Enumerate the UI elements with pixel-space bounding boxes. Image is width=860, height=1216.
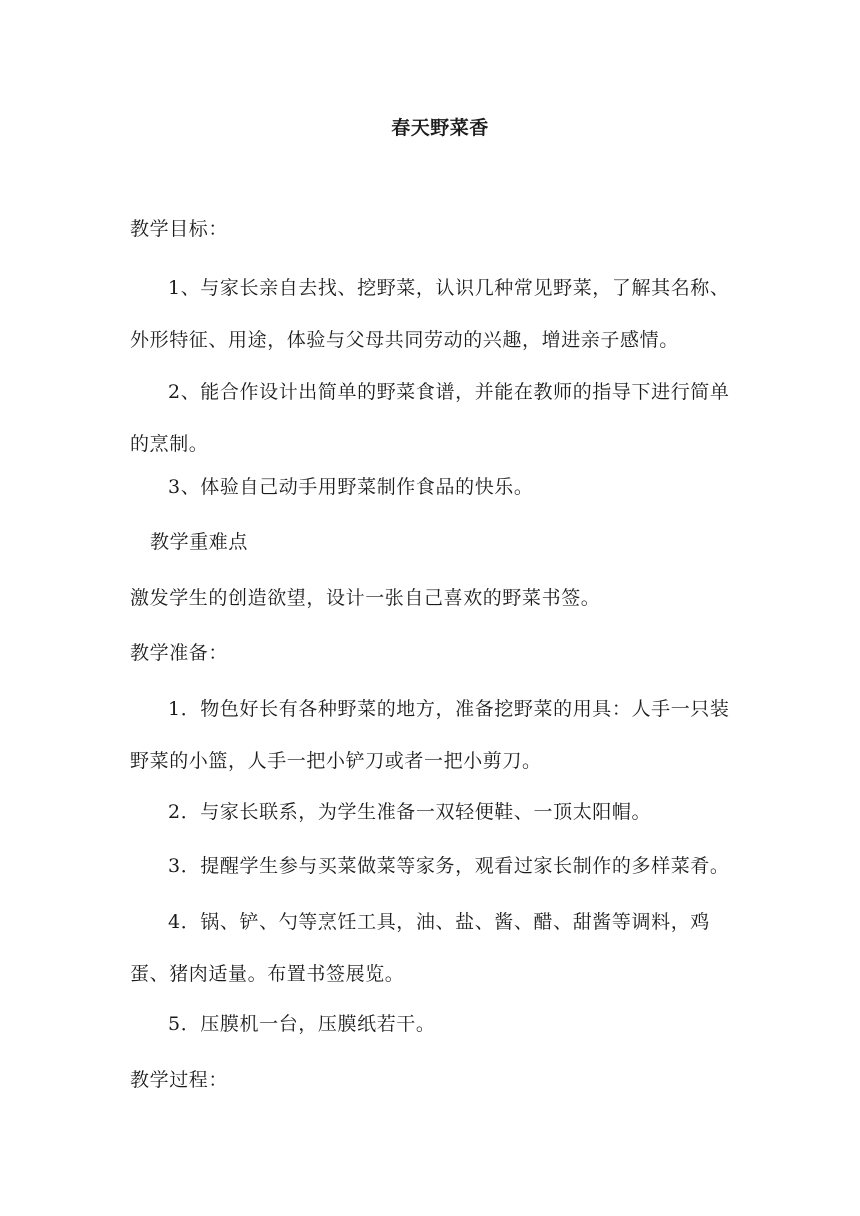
document-title: 春天野菜香	[391, 117, 489, 139]
prep-item-3: 3．提醒学生参与买菜做菜等家务，观看过家长制作的多样菜肴。	[168, 855, 730, 877]
heading-process: 教学过程：	[130, 1069, 229, 1091]
prep-item-4: 4．锅、铲、勺等烹饪工具，油、盐、酱、醋、甜酱等调料，鸡蛋、猪肉适量。布置书签展览。	[130, 911, 710, 985]
objective-2: 2、能合作设计出简单的野菜食谱，并能在教师的指导下进行简单的烹制。	[130, 381, 730, 455]
heading-preparation: 教学准备：	[130, 642, 229, 664]
prep-item-2: 2．与家长联系，为学生准备一双轻便鞋、一顶太阳帽。	[168, 801, 652, 823]
objective-1: 1、与家长亲自去找、挖野菜，认识几种常见野菜，了解其名称、外形特征、用途，体验与父母共同劳动的兴趣，增进亲子感情。	[130, 277, 730, 351]
objective-3: 3、体验自己动手用野菜制作食品的快乐。	[168, 476, 534, 498]
prep-item-5: 5．压膜机一台，压膜纸若干。	[168, 1013, 436, 1035]
key-points-text: 激发学生的创造欲望，设计一张自己喜欢的野菜书签。	[130, 587, 601, 609]
heading-key-points: 教学重难点	[150, 531, 249, 553]
heading-objectives: 教学目标：	[130, 218, 229, 240]
prep-item-1: 1．物色好长有各种野菜的地方，准备挖野菜的用具：人手一只装野菜的小篮，人手一把小铲刀或者一把小剪刀。	[130, 698, 730, 772]
